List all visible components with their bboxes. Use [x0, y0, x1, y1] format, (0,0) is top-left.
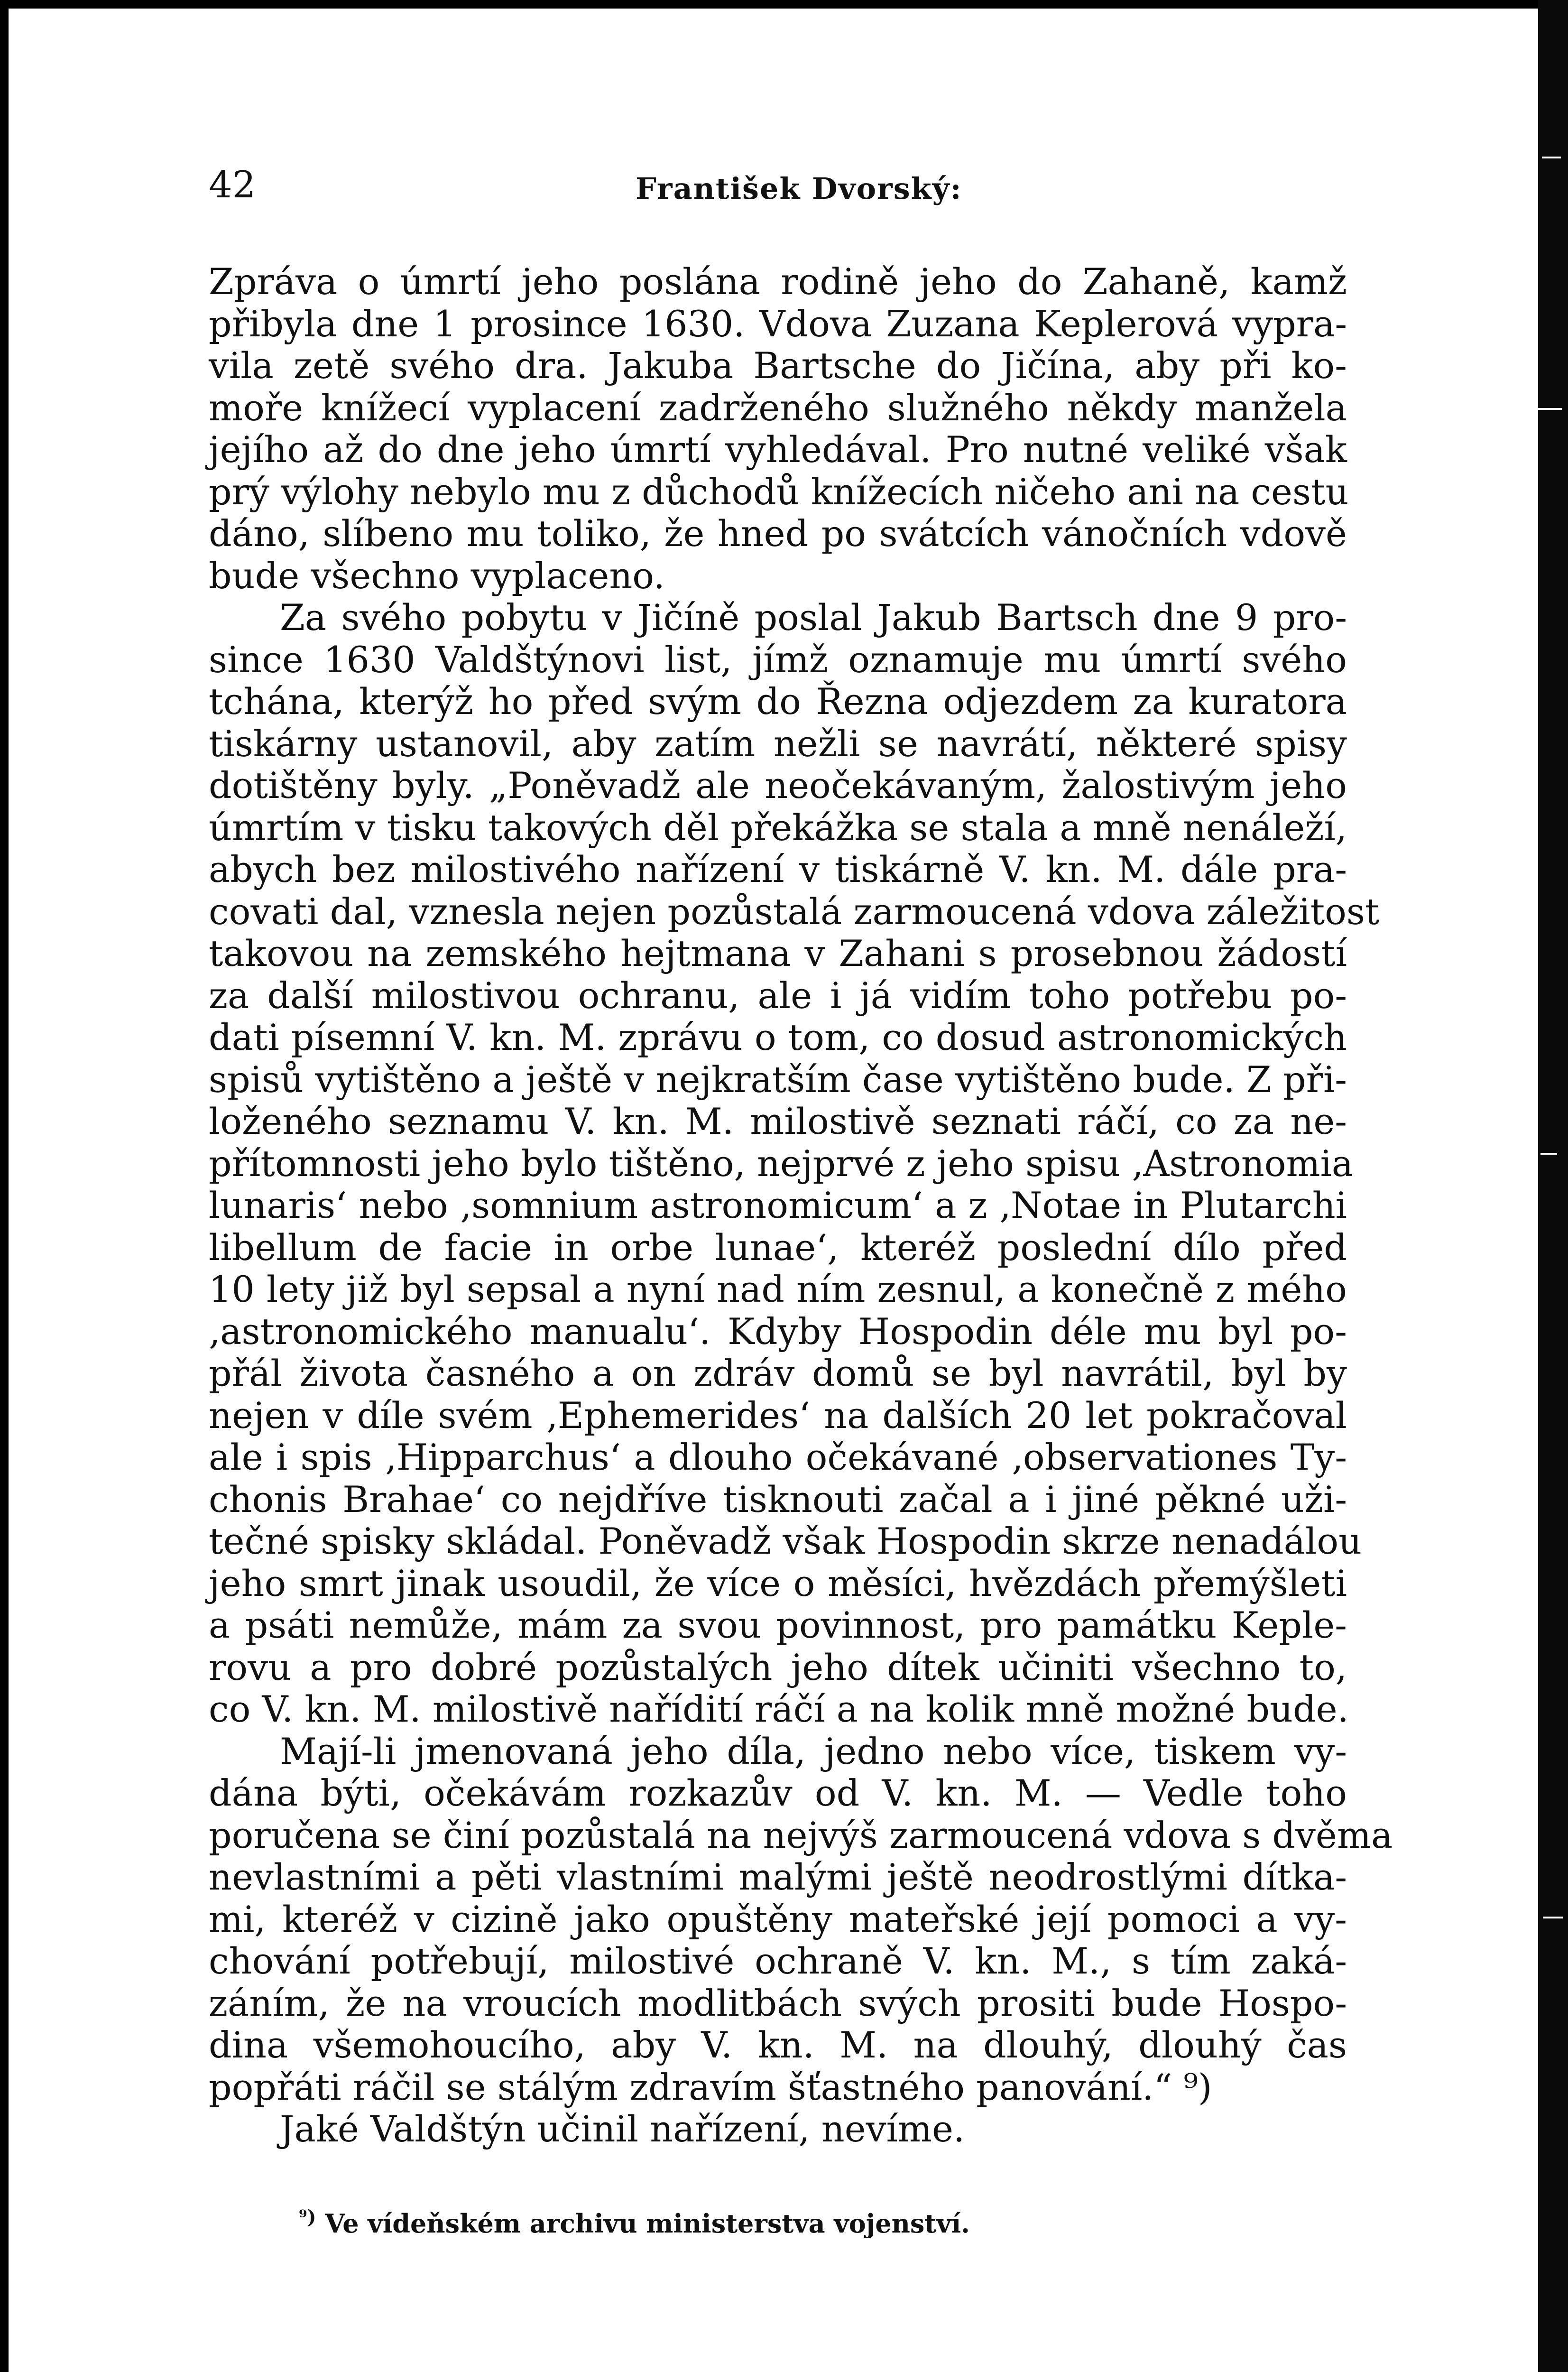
text-line: rovu a pro dobré pozůstalých jeho dítek učiniti všechno to, [209, 1646, 1347, 1688]
text-line: úmrtím v tisku takových děl překážka se stala a mně nenáleží, [209, 806, 1347, 849]
footnote-marker: ⁹) [299, 2206, 316, 2228]
text-line: prý výlohy nebylo mu z důchodů knížecích ničeho ani na cestu [209, 470, 1349, 513]
text-line: jeho smrt jinak usoudil, že více o měsíci, hvězdách přemýšleti [209, 1562, 1347, 1604]
text-line: chonis Brahae‘ co nejdříve tisknouti začal a i jiné pěkné uži- [209, 1478, 1347, 1520]
text-line: spisů vytištěno a ještě v nejkratším čase vytištěno bude. Z při- [209, 1058, 1347, 1101]
text-line: jejího až do dne jeho úmrtí vyhledával. Pro nutné veliké však [209, 428, 1347, 471]
text-line: Za svého pobytu v Jičíně poslal Jakub Bartsch dne 9 pro- [280, 596, 1347, 639]
text-line: co V. kn. M. milostivě nařídití ráčí a na kolik mně možné bude. [209, 1688, 1349, 1730]
text-line: nevlastními a pěti vlastními malými ještě neodrostlými dítka- [209, 1856, 1347, 1898]
text-line: takovou na zemského hejtmana v Zahani s prosebnou žádostí [209, 932, 1347, 974]
text-line: moře knížecí vyplacení zadrženého služného někdy manžela [209, 386, 1347, 429]
page-header [209, 161, 1356, 209]
body-text [209, 260, 1393, 2150]
text-line: libellum de facie in orbe lunae‘, kteréž poslední dílo před [209, 1226, 1347, 1269]
text-line: since 1630 Valdštýnovi list, jímž oznamuje mu úmrtí svého [209, 638, 1347, 681]
running-head: František Dvorský: [636, 171, 962, 206]
text-line: poručena se činí pozůstalá na nejvýš zarmoucená vdova s dvěma [209, 1814, 1393, 1856]
edge-mark [1540, 1153, 1557, 1155]
text-line: nejen v díle svém ‚Ephemerides‘ na dalších 20 let pokračoval [209, 1394, 1347, 1436]
text-line: přítomnosti jeho bylo tištěno, nejprvé z jeho spisu ‚Astronomia [209, 1142, 1354, 1185]
text-line: covati dal, vznesla nejen pozůstalá zarmoucená vdova záležitost [209, 890, 1380, 933]
text-line: tečné spisky skládal. Poněvadž však Hospodin skrze nenadálou [209, 1520, 1362, 1562]
text-line: chování potřebují, milostivé ochraně V. kn. M., s tím zaká- [209, 1940, 1347, 1982]
text-line: záním, že na vroucích modlitbách svých prositi bude Hospo- [209, 1982, 1347, 2024]
footnote-text: Ve vídeňském archivu ministerstva vojenství. [325, 2208, 970, 2239]
text-line: dotištěny byly. „Poněvadž ale neočekávaným, žalostivým jeho [209, 764, 1347, 806]
scan-edge [1538, 0, 1568, 2372]
text-line: ale i spis ‚Hipparchus‘ a dlouho očekávané ‚observationes Ty- [209, 1436, 1347, 1478]
text-line: Jaké Valdštýn učinil nařízení, nevíme. [280, 2108, 965, 2150]
text-line: a psáti nemůže, mám za svou povinnost, pro památku Keple- [209, 1604, 1347, 1646]
text-line: vila zetě svého dra. Jakuba Bartsche do Jičína, aby při ko- [209, 344, 1347, 387]
text-line: dati písemní V. kn. M. zprávu o tom, co dosud astronomických [209, 1016, 1347, 1058]
text-line: přibyla dne 1 prosince 1630. Vdova Zuzana Keplerová vypra- [209, 302, 1347, 345]
text-line: za další milostivou ochranu, ale i já vidím toho potřebu po- [209, 974, 1347, 1017]
text-line: ‚astronomického manualu‘. Kdyby Hospodin déle mu byl po- [209, 1310, 1347, 1353]
footnote [299, 2206, 1105, 2239]
text-line: dina všemohoucího, aby V. kn. M. na dlouhý, dlouhý čas [209, 2024, 1347, 2066]
edge-mark [1542, 157, 1561, 158]
text-line: dáno, slíbeno mu toliko, že hned po svátcích vánočních vdově [209, 512, 1347, 555]
text-line: mi, kteréž v cizině jako opuštěny mateřské její pomoci a vy- [209, 1898, 1347, 1940]
edge-mark [1543, 1917, 1563, 1918]
text-line: popřáti ráčil se stálým zdravím šťastného panování.“ ⁹) [209, 2066, 1212, 2108]
text-line: abych bez milostivého nařízení v tiskárně V. kn. M. dále pra- [209, 848, 1347, 890]
text-line: přál života časného a on zdráv domů se byl navrátil, byl by [209, 1352, 1347, 1394]
text-line: Zpráva o úmrtí jeho poslána rodině jeho do Zahaně, kamž [209, 260, 1347, 303]
edge-mark [1538, 408, 1562, 410]
text-line: lunaris‘ nebo ‚somnium astronomicum‘ a z ‚Notae in Plutarchi [209, 1184, 1347, 1226]
text-line: tiskárny ustanovil, aby zatím nežli se navrátí, některé spisy [209, 722, 1347, 765]
text-line: Mají-li jmenovaná jeho díla, jedno nebo více, tiskem vy- [280, 1730, 1347, 1772]
text-line: loženého seznamu V. kn. M. milostivě seznati ráčí, co za ne- [209, 1100, 1347, 1142]
text-line: tchána, kterýž ho před svým do Řezna odjezdem za kuratora [209, 680, 1347, 723]
text-line: bude všechno vyplaceno. [209, 554, 665, 597]
page-number: 42 [209, 164, 256, 206]
text-line: dána býti, očekávám rozkazův od V. kn. M. — Vedle toho [209, 1772, 1347, 1814]
text-line: 10 lety již byl sepsal a nyní nad ním zesnul, a konečně z mého [209, 1268, 1347, 1310]
